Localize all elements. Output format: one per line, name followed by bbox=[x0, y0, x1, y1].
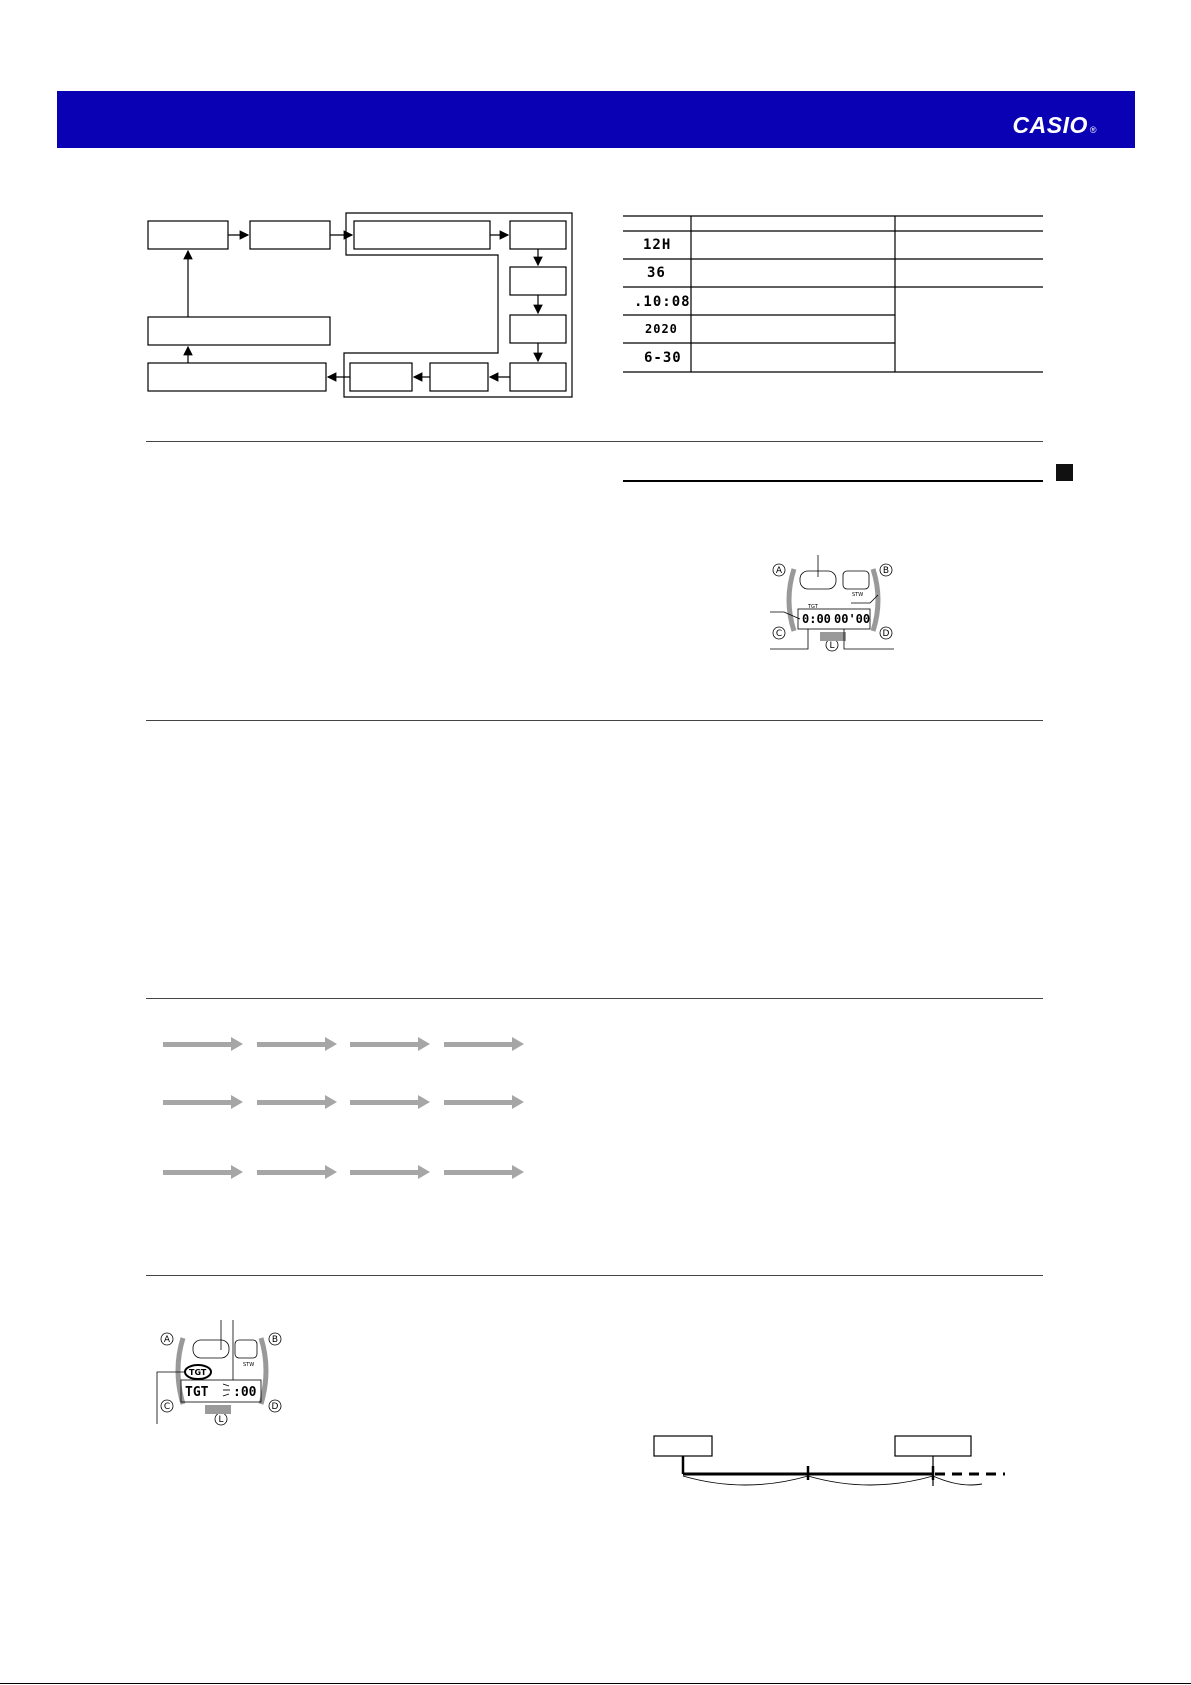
registered-mark: ® bbox=[1089, 125, 1097, 135]
sequence-arrow bbox=[350, 1170, 420, 1175]
lcd-time-left: 0:00 bbox=[802, 612, 831, 626]
flow-box-5 bbox=[510, 267, 566, 295]
stw-small-label: STW bbox=[243, 1362, 255, 1368]
table-display-5: 6-30 bbox=[644, 350, 682, 366]
flow-box-11 bbox=[148, 317, 330, 345]
sequence-arrow bbox=[163, 1042, 233, 1047]
button-b-label: B bbox=[882, 566, 890, 576]
flow-box-8 bbox=[430, 363, 488, 391]
timeline-start-box bbox=[654, 1436, 712, 1456]
watch-diagram-bottom bbox=[153, 1320, 293, 1430]
sequence-arrow bbox=[444, 1170, 514, 1175]
section-divider-4 bbox=[146, 1275, 1043, 1276]
watch-diagram-top bbox=[760, 555, 900, 655]
subsection-rule bbox=[623, 480, 1043, 482]
button-a-label: A bbox=[163, 1335, 171, 1345]
flow-box-2 bbox=[250, 221, 330, 249]
section-divider-2 bbox=[146, 720, 1043, 721]
sequence-arrow bbox=[257, 1170, 327, 1175]
section-divider-1 bbox=[146, 441, 1043, 442]
brand-text: CASIO bbox=[1012, 112, 1088, 138]
sequence-arrow bbox=[444, 1100, 514, 1105]
button-d-label: D bbox=[882, 629, 890, 639]
sequence-arrow bbox=[350, 1100, 420, 1105]
flow-box-9 bbox=[350, 363, 412, 391]
stw-small-label: STW bbox=[852, 592, 864, 598]
button-c-label: C bbox=[775, 629, 783, 639]
flow-box-6 bbox=[510, 315, 566, 343]
button-d-label: D bbox=[271, 1402, 279, 1412]
header-bar bbox=[57, 91, 1135, 148]
button-b-label: B bbox=[271, 1335, 279, 1345]
section-divider-3 bbox=[146, 998, 1043, 999]
sequence-arrow bbox=[444, 1042, 514, 1047]
flow-box-4 bbox=[510, 221, 566, 249]
casio-logo bbox=[1013, 112, 1097, 139]
timeline-end-box bbox=[895, 1436, 971, 1456]
button-a-label: A bbox=[775, 566, 783, 576]
language-tab-marker bbox=[1056, 464, 1073, 481]
tgt-small-label: TGT bbox=[808, 604, 818, 610]
table-display-2: 36 bbox=[647, 265, 666, 281]
flow-box-7 bbox=[510, 363, 566, 391]
button-l-label: L bbox=[218, 1415, 224, 1425]
table-display-1: 12H bbox=[643, 237, 672, 253]
flow-box-3 bbox=[354, 221, 490, 249]
sequence-arrow bbox=[163, 1100, 233, 1105]
button-l-label: L bbox=[829, 641, 835, 651]
sequence-arrow bbox=[350, 1042, 420, 1047]
button-c-label: C bbox=[163, 1402, 171, 1412]
sequence-arrow bbox=[257, 1042, 327, 1047]
table-display-3: .10:08 bbox=[634, 294, 691, 310]
page-bottom-edge bbox=[0, 1679, 1191, 1685]
sequence-arrow bbox=[257, 1100, 327, 1105]
circled-tgt-label: TGT bbox=[189, 1368, 207, 1377]
timeline-diagram bbox=[650, 1430, 1030, 1490]
lcd-time-right: 00'00 bbox=[834, 612, 871, 626]
flow-box-1 bbox=[148, 221, 228, 249]
sequence-arrow bbox=[163, 1170, 233, 1175]
lcd-value: :00 bbox=[233, 1385, 257, 1400]
mode-flow-diagram bbox=[140, 205, 580, 405]
lcd-tgt-label: TGT bbox=[185, 1385, 209, 1400]
flow-box-10 bbox=[148, 363, 326, 391]
table-display-4: 2020 bbox=[645, 322, 678, 336]
